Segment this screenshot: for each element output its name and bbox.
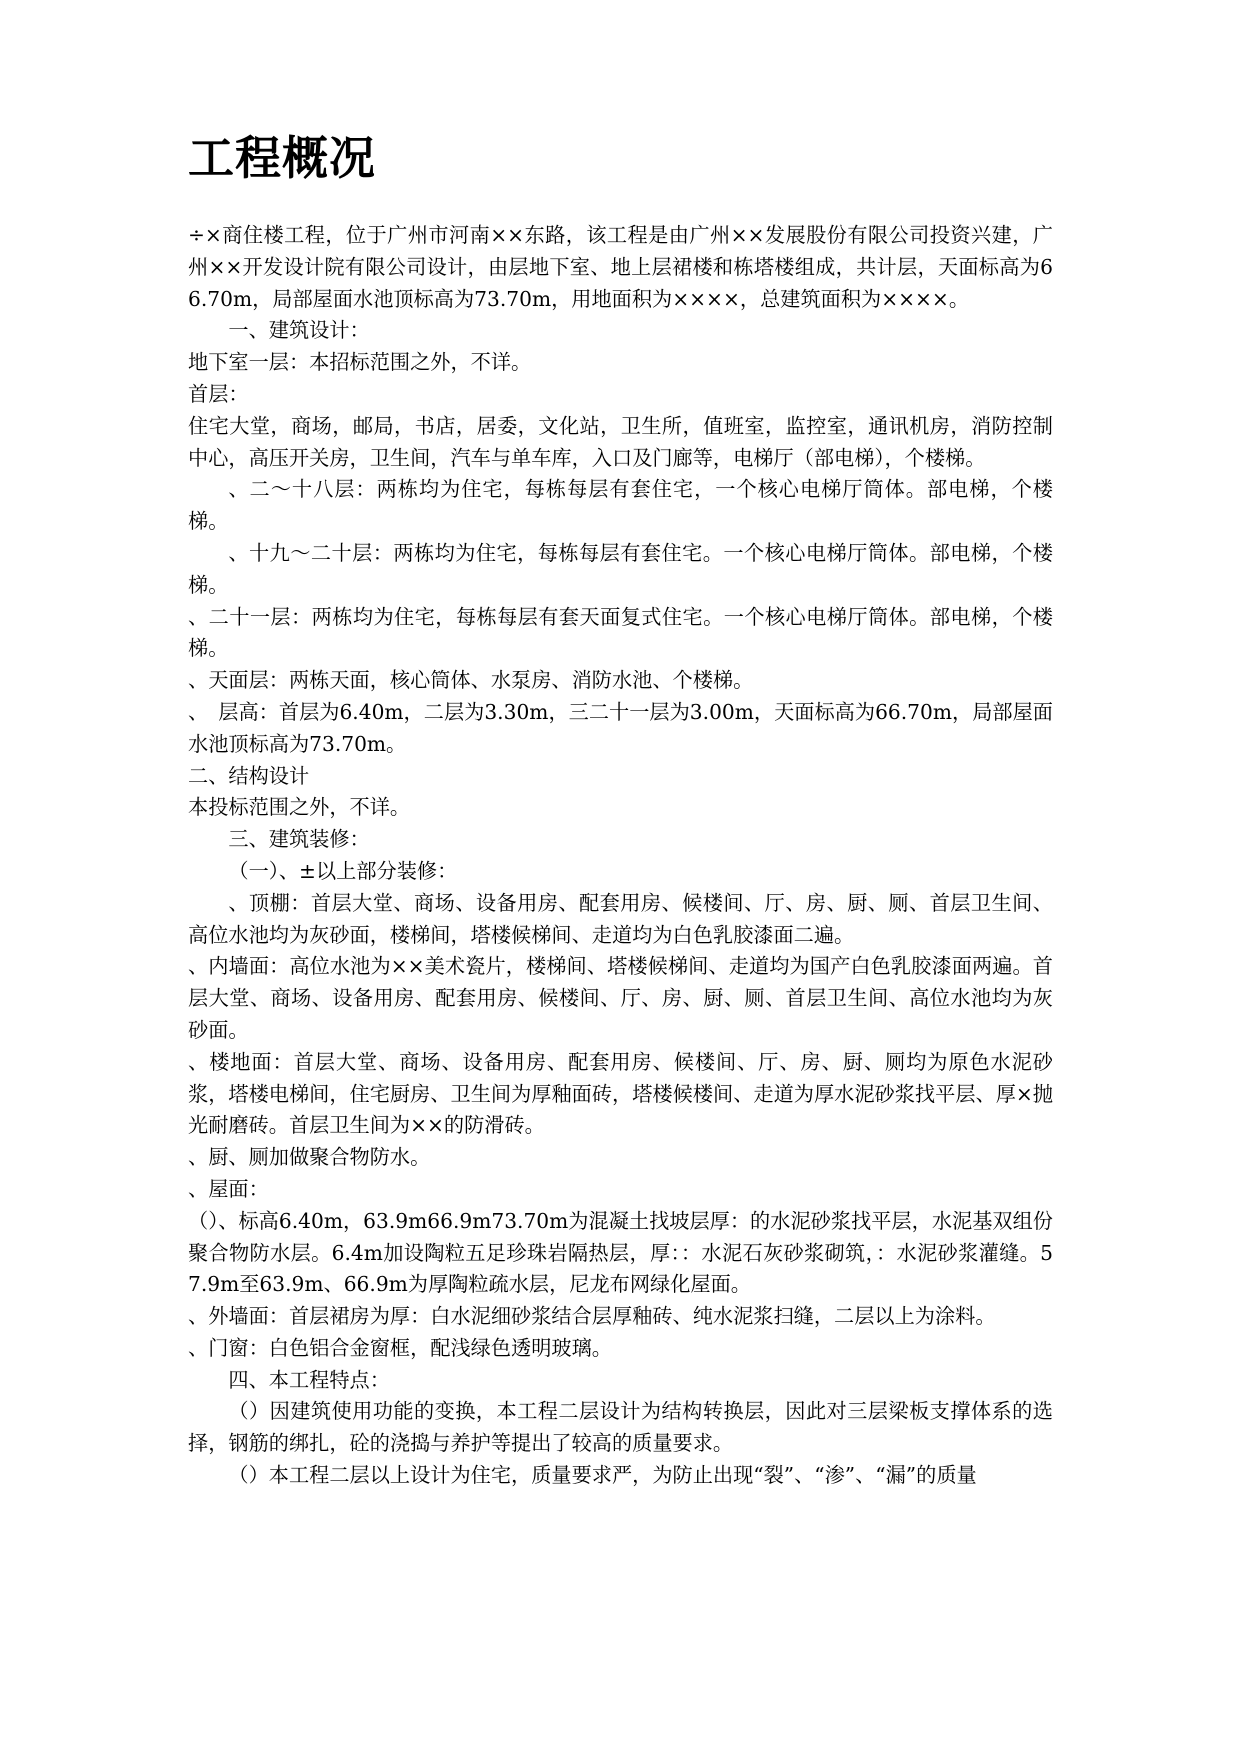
paragraph: 地下室一层：本招标范围之外，不详。: [188, 350, 532, 375]
paragraph: 、二～十八层：两栋均为住宅，每栋每层有套住宅，一个核心电梯厅筒体。部电梯，个楼梯。: [188, 477, 1053, 534]
paragraph: （）因建筑使用功能的变换，本工程二层设计为结构转换层，因此对三层梁板支撑体系的选择，钢筋的绑扎，砼的浇捣与养护等提出了较高的质量要求。: [188, 1399, 1053, 1456]
paragraph: 、十九～二十层：两栋均为住宅，每栋每层有套住宅。一个核心电梯厅筒体。部电梯，个楼梯。: [188, 540, 1053, 597]
paragraph: ÷×商住楼工程，位于广州市河南××东路，该工程是由广州××发展股份有限公司投资兴建，广州××开发设计院有限公司设计，由层地下室、地上层裙楼和栋塔楼组成，共计层，天面标高为66.70m，局部屋面水池顶标高为73.70m，用地面积为××××，总建筑面积为××××。: [188, 223, 1053, 311]
paragraph: （）、标高6.40m，63.9m66.9m73.70m为混凝土找坡层厚：的水泥砂浆找平层，水泥基双组份聚合物防水层。6.4m加设陶粒五足珍珠岩隔热层，厚：：水泥石灰砂浆砌筑，：水泥砂浆灌缝。57.9m至63.9m、66.9m为厚陶粒疏水层，尼龙布网绿化屋面。: [188, 1208, 1053, 1297]
paragraph: 、二十一层：两栋均为住宅，每栋每层有套天面复式住宅。一个核心电梯厅筒体。部电梯，个楼梯。: [188, 604, 1053, 661]
paragraph: 、顶棚：首层大堂、商场、设备用房、配套用房、候楼间、厅、房、厨、厕、首层卫生间、高位水池均为灰砂面，楼梯间，塔楼候梯间、走道均为白色乳胶漆面二遍。: [188, 890, 1053, 947]
page-title: 工程概况: [188, 131, 376, 185]
paragraph: 一、建筑设计：: [228, 318, 370, 343]
paragraph: 、厨、厕加做聚合物防水。: [188, 1145, 431, 1170]
paragraph: 、 层高：首层为6.40m，二层为3.30m，三二十一层为3.00m，天面标高为66.70m，局部屋面水池顶标高为73.70m。: [188, 699, 1053, 756]
paragraph: 住宅大堂，商场，邮局，书店，居委，文化站，卫生所，值班室，监控室，通讯机房，消防控制中心，高压开关房，卫生间，汽车与单车库，入口及门廊等，电梯厅（部电梯），个楼梯。: [188, 413, 1053, 470]
paragraph: 、内墙面：高位水池为××美术瓷片，楼梯间、塔楼候梯间、走道均为国产白色乳胶漆面两遍。首层大堂、商场、设备用房、配套用房、候楼间、厅、房、厨、厕、首层卫生间、高位水池均为灰砂面。: [188, 954, 1053, 1042]
paragraph: 、屋面：: [188, 1176, 269, 1201]
paragraph: 三、建筑装修：: [228, 827, 370, 852]
paragraph: 本投标范围之外，不详。: [188, 795, 411, 820]
paragraph: 、外墙面：首层裙房为厚：白水泥细砂浆结合层厚釉砖、纯水泥浆扫缝，二层以上为涂料。: [188, 1304, 996, 1329]
paragraph: 首层：: [188, 381, 249, 406]
paragraph: （）本工程二层以上设计为住宅，质量要求严，为防止出现“裂”、“渗”、“漏”的质量: [228, 1463, 977, 1488]
paragraph: 、天面层：两栋天面，核心筒体、水泵房、消防水池、个楼梯。: [188, 668, 754, 693]
paragraph: 四、本工程特点：: [228, 1367, 390, 1392]
paragraph: 二、结构设计: [188, 763, 310, 788]
paragraph: （一）、±以上部分装修：: [228, 858, 458, 883]
paragraph: 、门窗：白色铝合金窗框，配浅绿色透明玻璃。: [188, 1335, 612, 1360]
document-body: [188, 220, 1053, 1492]
paragraph: 、楼地面：首层大堂、商场、设备用房、配套用房、候楼间、厅、房、厨、厕均为原色水泥砂浆，塔楼电梯间，住宅厨房、卫生间为厚釉面砖，塔楼候楼间、走道为厚水泥砂浆找平层、厚×抛光耐磨砖。首层卫生间为××的防滑砖。: [188, 1049, 1053, 1138]
